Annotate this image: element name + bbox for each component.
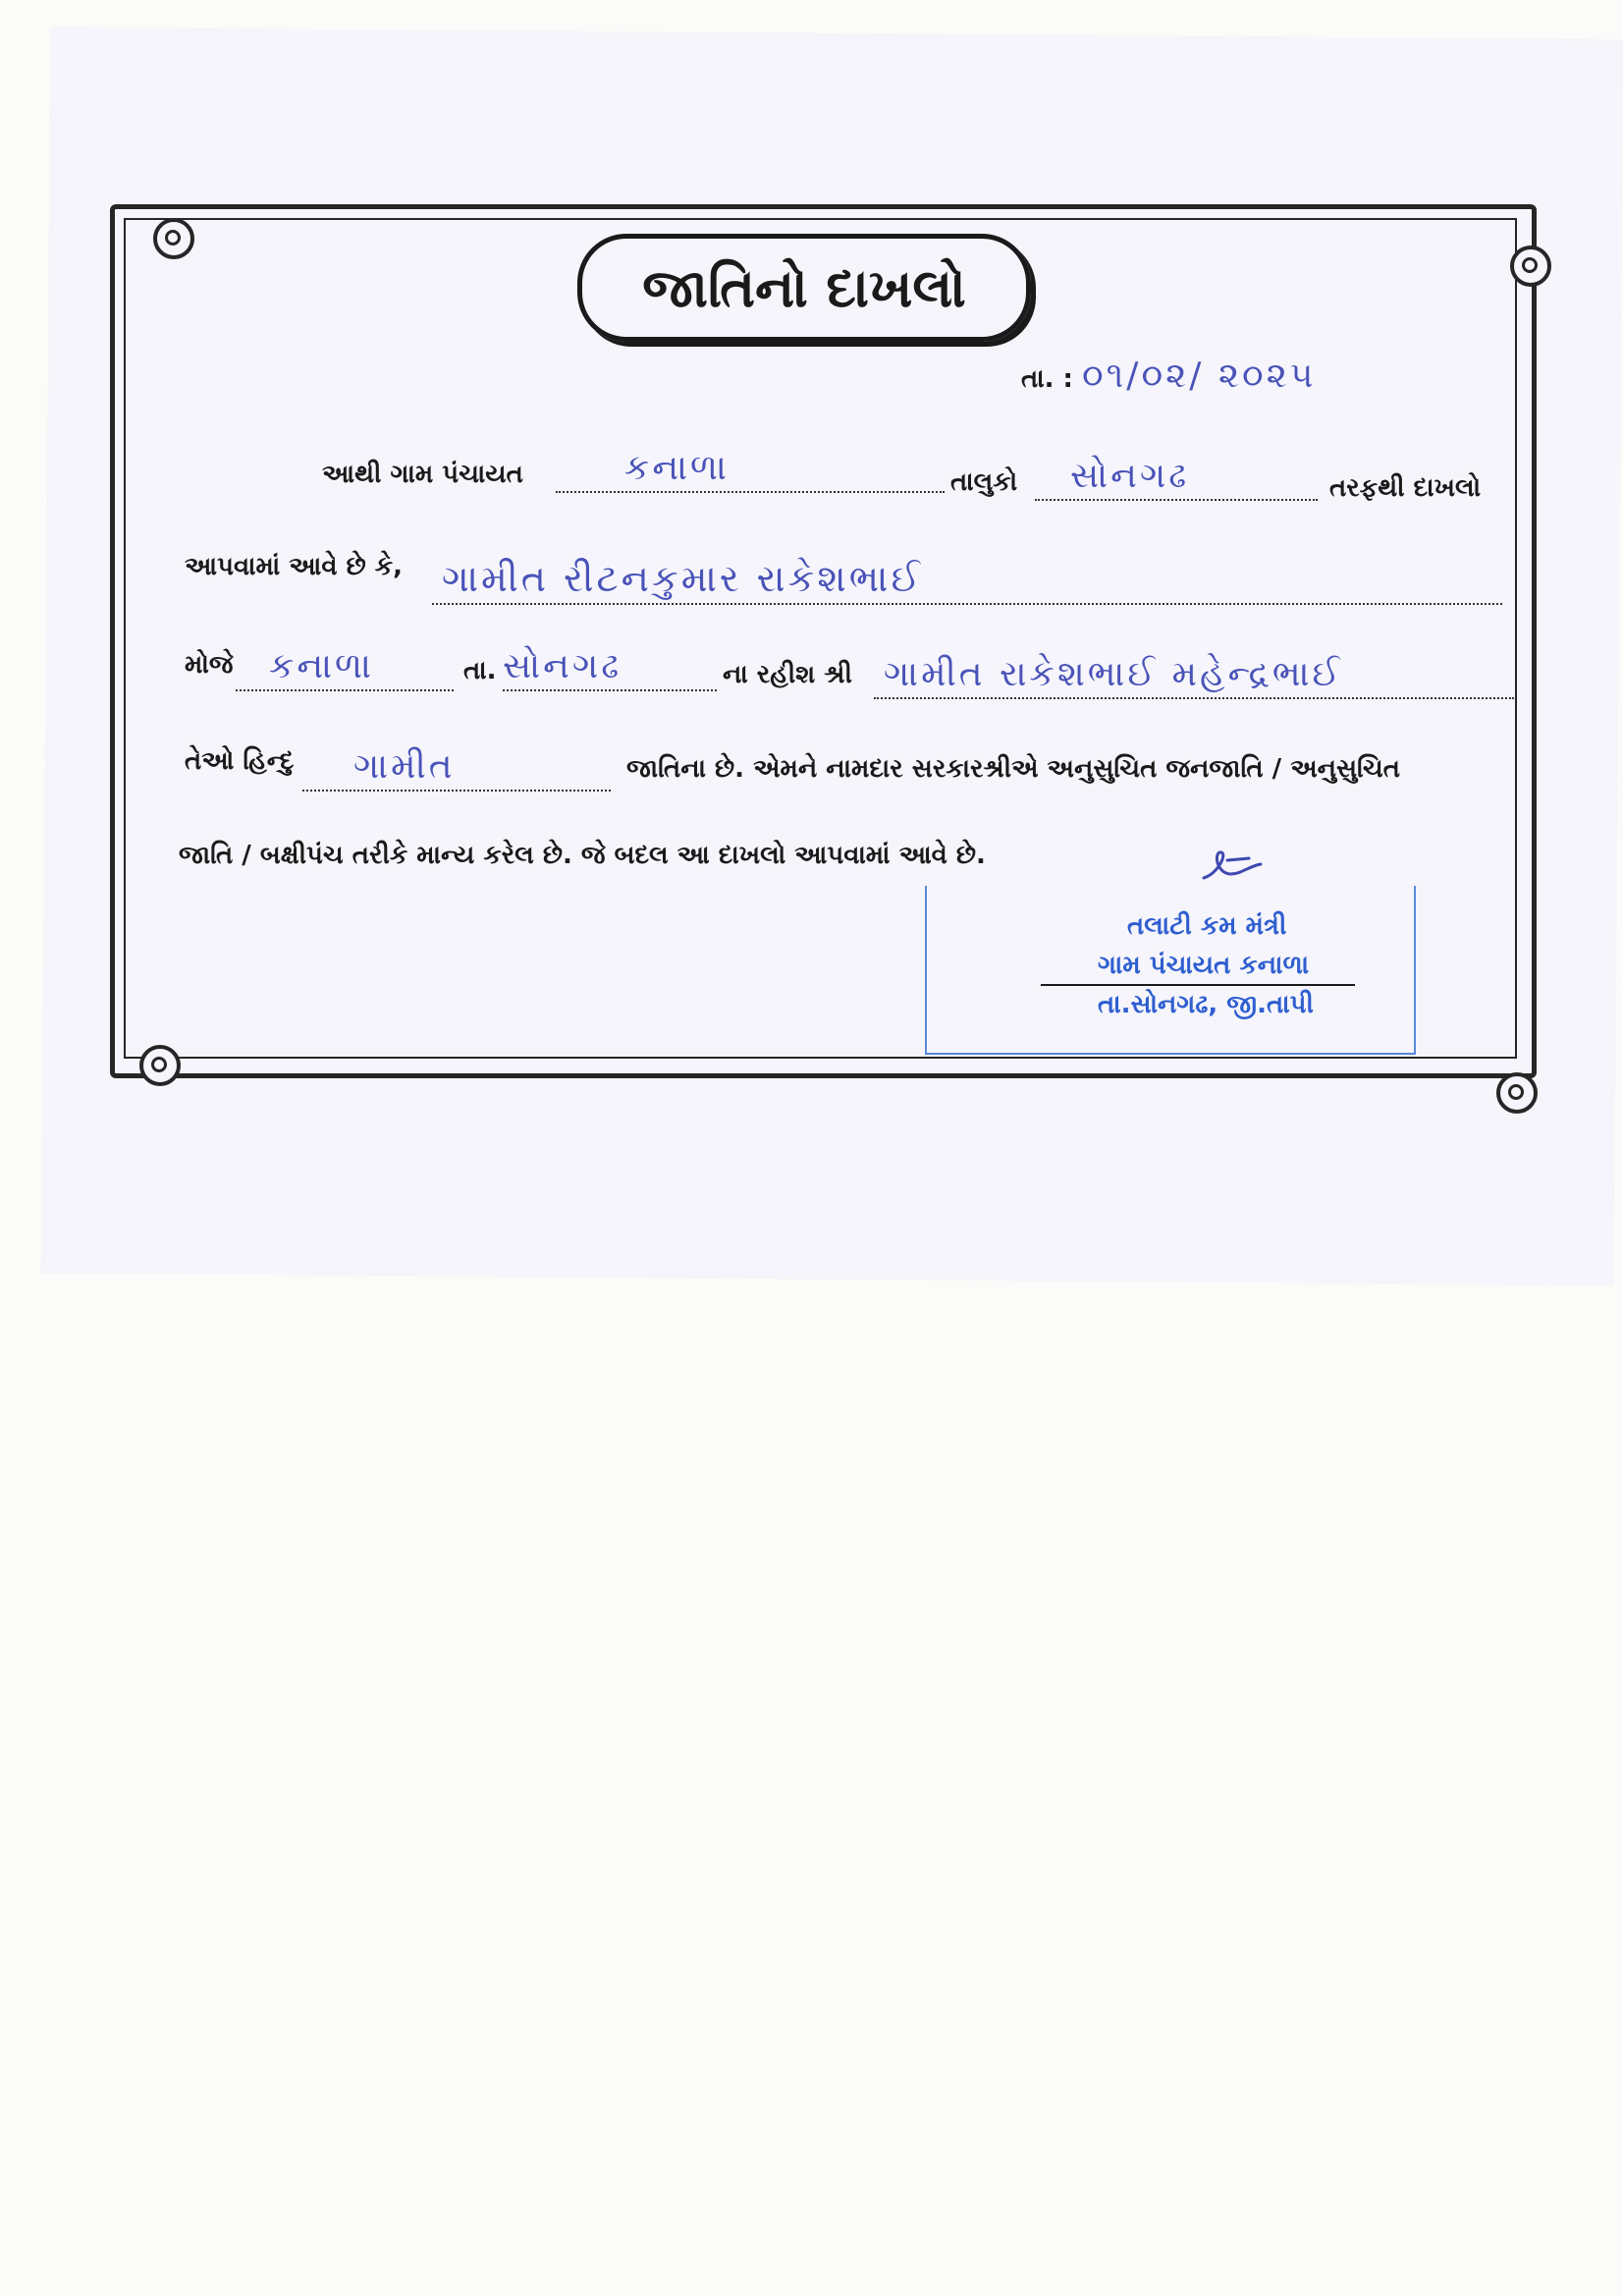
title-banner <box>577 234 1031 342</box>
corner-ornament-top-right <box>1510 246 1551 287</box>
stamp-designation: તલાટી કમ મંત્રી <box>1127 911 1287 941</box>
label-ta: તા. <box>463 656 497 685</box>
date-label: તા. : <box>1021 364 1073 394</box>
corner-ornament-bottom-left <box>139 1045 181 1086</box>
label-hindu: તેઓ હિન્દુ <box>185 746 295 776</box>
label-resident: ના રહીશ શ્રી <box>723 660 852 689</box>
village-value: કનાળા <box>269 646 374 686</box>
date-row <box>1021 355 1316 397</box>
applicant-name-value: ગામીત રીટનકુમાર રાકેશભાઈ <box>442 557 923 600</box>
label-taluka: તાલુકો <box>950 467 1018 497</box>
caste-field <box>302 748 611 792</box>
ta-field <box>503 648 717 691</box>
label-mouje: મોજે <box>185 650 234 680</box>
signature-icon <box>1198 845 1267 890</box>
father-name-value: ગામીત રાકેશભાઈ મહેન્દ્રભાઈ <box>884 654 1343 694</box>
corner-ornament-bottom-right <box>1496 1072 1538 1114</box>
stamp-panchayat: ગામ પંચાયત કનાળા <box>1098 951 1310 980</box>
stamp-underline <box>1041 984 1355 986</box>
applicant-name-field <box>432 557 1502 605</box>
taluka-value: સોનગઢ <box>1070 456 1190 496</box>
recognition-statement: જાતિ / બક્ષીપંચ તરીકે માન્ય કરેલ છે. જે બદલ આ દાખલો આપવામાં આવે છે. <box>179 841 986 870</box>
village-field <box>236 648 454 691</box>
label-issued: આપવામાં આવે છે કે, <box>185 552 403 581</box>
father-name-field <box>874 656 1514 699</box>
caste-value: ગામીત <box>353 746 456 787</box>
label-from: તરફથી દાખલો <box>1329 473 1482 503</box>
panchayat-field <box>556 450 945 493</box>
caste-statement: જાતિના છે. એમને નામદાર સરકારશ્રીએ અનુસુચિત જનજાતિ / અનુસુચિત <box>626 754 1400 784</box>
corner-ornament-top-left <box>153 218 194 259</box>
date-value: ૦૧/૦૨/ ૨૦૨૫ <box>1082 355 1317 396</box>
taluka-field <box>1035 458 1318 501</box>
label-gram-panchayat: આથી ગામ પંચાયત <box>322 460 523 489</box>
ta-value: સોનગઢ <box>503 646 622 686</box>
certificate-title: જાતિનો દાખલો <box>642 255 966 319</box>
panchayat-value: કનાળા <box>624 448 730 488</box>
stamp-taluka-district: તા.સોનગઢ, જી.તાપી <box>1098 990 1314 1019</box>
